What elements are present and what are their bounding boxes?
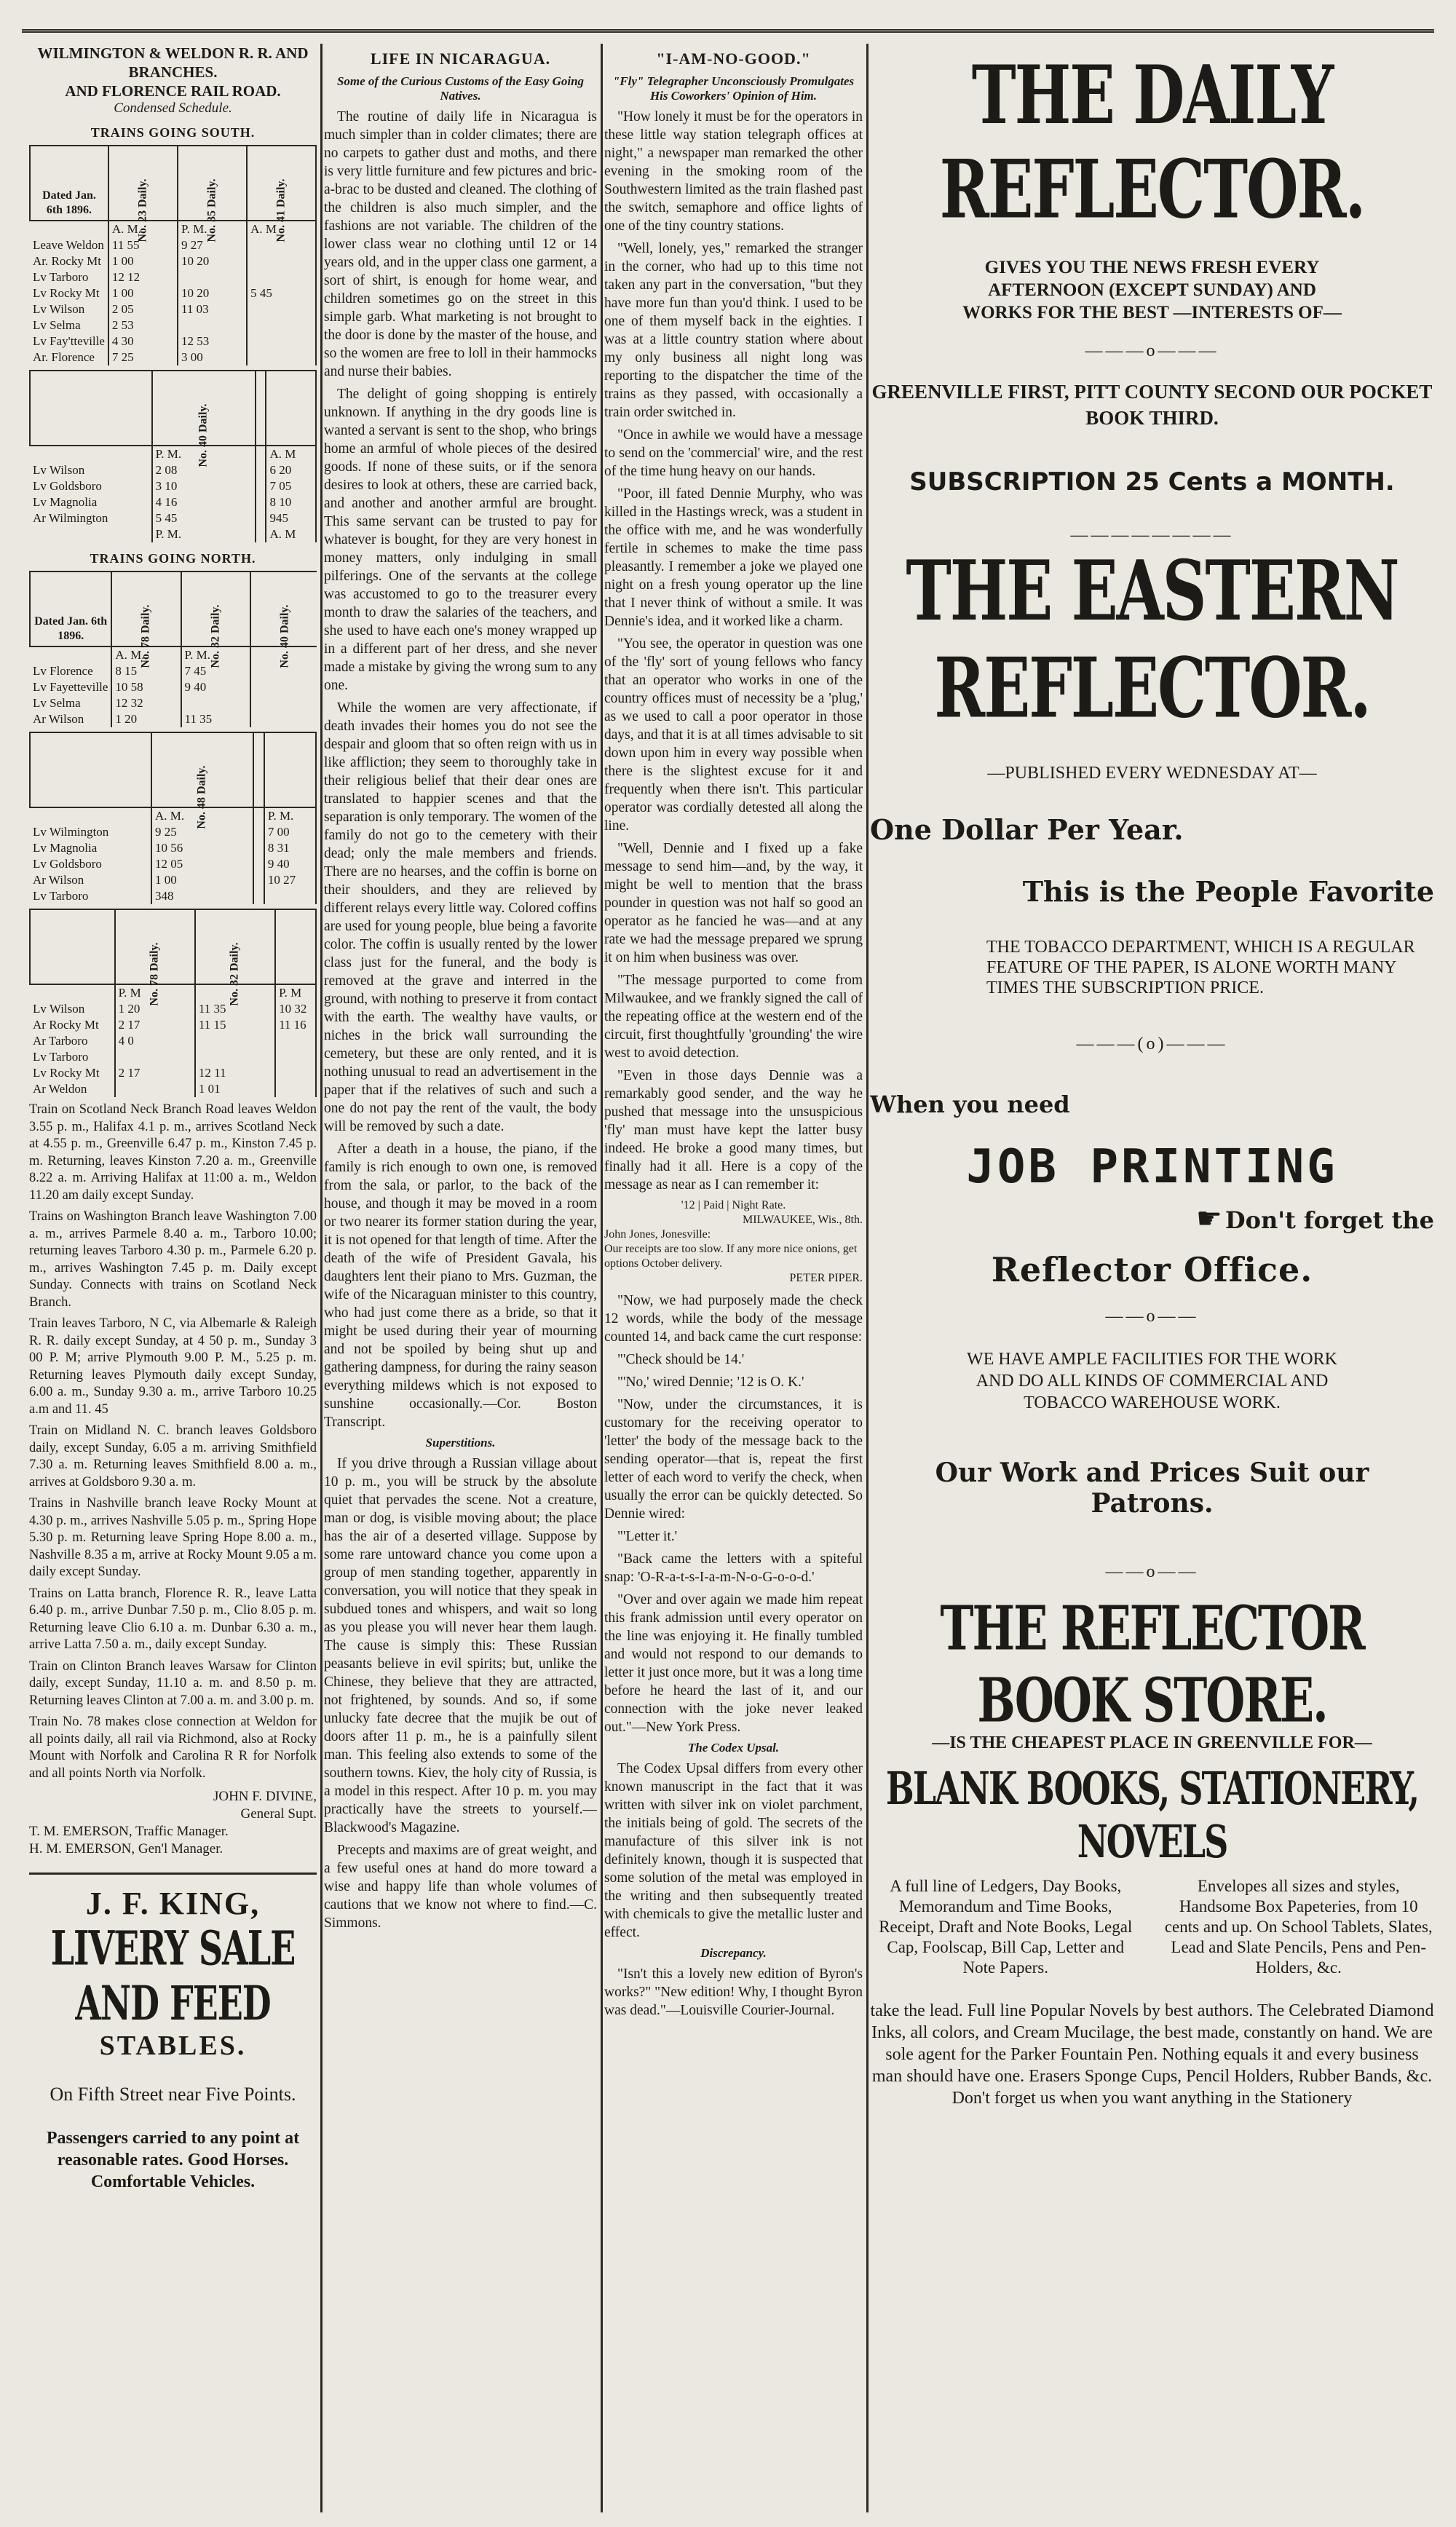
table-cell [30, 984, 115, 1001]
king-location: On Fifth Street near Five Points. [50, 2084, 296, 2105]
table-row [30, 856, 316, 872]
subscription: SUBSCRIPTION 25 Cents a MONTH. [909, 467, 1395, 497]
table-cell: A. M [247, 221, 316, 237]
table-cell: P. M. [264, 807, 316, 824]
king-stables: STABLES. [99, 2030, 247, 2061]
paragraph: "Well, Dennie and I fixed up a fake message to send him—and, by the way, it might be well to mention that the brass pounder in question was not half so good an operator as he fancied he was—and at any rate we had the message prepared we sprung it on him when business was over. [604, 841, 863, 965]
top-rule [22, 29, 1434, 33]
table-cell: 12 12 [108, 269, 178, 285]
igood-subtitle: "Fly" Telegrapher Unconsciously Promulgates His Coworkers' Opinion of Him. [612, 74, 855, 103]
table-cell: 1 00 [108, 253, 178, 269]
table-cell: Ar. Rocky Mt [30, 253, 108, 269]
table-cell [256, 446, 266, 462]
table-cell: 7 25 [108, 349, 178, 365]
table-cell: 9 25 [151, 824, 253, 840]
telegraph-column [604, 44, 863, 2512]
railroad-title: WILMINGTON & WELDON R. R. AND BRANCHES. [37, 44, 309, 81]
table-cell: 4 30 [108, 333, 178, 349]
table-row [30, 494, 316, 510]
telegram-place: MILWAUKEE, Wis., 8th. [743, 1214, 863, 1226]
table-row [30, 253, 316, 269]
superstitions-body [324, 1455, 597, 1932]
nicaragua-subtitle: Some of the Curious Customs of the Easy Going Natives. [336, 74, 585, 103]
table-cell [195, 1033, 275, 1049]
table-cell: 8 31 [264, 840, 316, 856]
table-row [30, 1033, 316, 1049]
table-row [30, 510, 316, 526]
timetable-column-header: No. 78 Daily. [115, 909, 195, 984]
table-cell: 2 05 [108, 301, 178, 317]
table-cell: Lv Goldsboro [30, 478, 152, 494]
table-cell: 1 00 [151, 872, 253, 888]
table-cell: 12 53 [178, 333, 247, 349]
table-cell: Lv Goldsboro [30, 856, 151, 872]
paragraph: After a death in a house, the piano, if the family is rich enough to own one, is removed from the sala, or parlor, to the back of the house, and though it may be moved in a room or two nearer its former station during the year, it is not opened for that length of time. After the death of the wife of President Gavala, his daughters lent their piano to Mrs. Guzman, the wife of the Nicaraguan minister to this country, who had just come there as a bride, so that it might be used during their year of mourning and not be spoiled by being shut up and gathering dampness, for during the rainy season everything mildews which is not exposed to sunshine occasionally.—Cor. Boston Transcript. [324, 1142, 597, 1430]
paragraph: Precepts and maxims are of great weight, and a few useful ones at hand do more toward a wise and happy life than whole volumes of cautions that we know not where to find.—C. Simmons. [324, 1843, 597, 1931]
table-cell [253, 872, 264, 888]
timetable-column-header: No. 48 Daily. [151, 732, 253, 807]
timetable-dated: Dated Jan. 6th 1896. [30, 146, 108, 221]
telegram-sig: PETER PIPER. [789, 1272, 863, 1284]
paragraph: "Once in awhile we would have a message to send on the 'commercial' wire, and the rest of the time hung heavy on our hands. [604, 427, 863, 479]
table-cell: 2 17 [115, 1065, 195, 1081]
paragraph: "Over and over again we made him repeat this frank admission until every operator on the line was enjoying it. He finally tumbled and would not respond to our demands to letter it just once more, but it was a long time before he heard the last of it, and our connection with the joke never leaked out."—New York Press. [604, 1592, 863, 1735]
paragraph: Train No. 78 makes close connection at Weldon for all points daily, all rail via Richmond, also at Rocky Mount with Norfolk and Carolina R R for Norfolk and all points North via Norfolk. [29, 1715, 317, 1781]
table-cell [256, 494, 266, 510]
table-cell [253, 888, 264, 904]
table-cell [30, 221, 108, 237]
table-row [30, 695, 317, 711]
table-cell: A. M [266, 526, 316, 542]
table-cell: 11 35 [181, 711, 250, 727]
paragraph: Train on Midland N. C. branch leaves Goldsboro daily, except Sunday, 6.05 a m. arriving Smithfield 7.30 a. m. Returning leaves Smithfield 8.00 a. m., arrives at Goldsboro 9.30 a. m. [29, 1423, 317, 1490]
table-cell [253, 807, 264, 824]
when-need: When you need [870, 1091, 1070, 1118]
table-cell: Lv Fay'tteville [30, 333, 108, 349]
bookstore-list-left: A full line of Ledgers, Day Books, Memorandum and Time Books, Receipt, Draft and Note Books, Legal Cap, Foolscap, Bill Cap, Letter and Note Papers. [879, 1877, 1133, 1977]
igood-title: "I-AM-NO-GOOD." [656, 50, 811, 68]
table-row [30, 269, 316, 285]
table-cell: Lv Rocky Mt [30, 1065, 115, 1081]
table-cell: A. M. [111, 646, 181, 663]
dont-forget: Don't forget the [1224, 1206, 1434, 1234]
timetable-column-header: No. 32 Daily. [195, 909, 275, 984]
table-cell [275, 1049, 316, 1065]
timetable-column-header: No. 41 Daily. [247, 146, 316, 221]
table-cell: 7 05 [266, 478, 316, 494]
table-cell: 11 55 [108, 237, 178, 253]
facilities: WE HAVE AMPLE FACILITIES FOR THE WORK AND DO ALL KINDS OF COMMERCIAL AND TOBACCO WAREHOUSE WORK. [967, 1350, 1337, 1412]
table-row [30, 1049, 316, 1065]
table-row [30, 237, 316, 253]
tobacco-note: THE TOBACCO DEPARTMENT, WHICH IS A REGULAR FEATURE OF THE PAPER, IS ALONE WORTH MANY TIMES THE SUBSCRIPTION PRICE. [986, 938, 1415, 997]
table-cell: Lv Florence [30, 663, 111, 679]
cheapest: —IS THE CHEAPEST PLACE IN GREENVILLE FOR— [932, 1733, 1372, 1752]
timetable-column-header: No. 40 Daily. [152, 371, 256, 446]
table-cell: Ar Wilmington [30, 510, 152, 526]
motto: GREENVILLE FIRST, PITT COUNTY SECOND OUR POCKET BOOK THIRD. [871, 381, 1433, 429]
column-rule [320, 44, 323, 2512]
nicaragua-body [324, 108, 597, 1431]
table-cell: A. M. [151, 807, 253, 824]
telegram-head: '12 | Paid | Night Rate. [681, 1199, 786, 1211]
table-cell: 2 17 [115, 1017, 195, 1033]
paragraph: Trains in Nashville branch leave Rocky Mount at 4.30 p. m., arrives Nashville 5.05 p. m., Spring Hope 5.30 p. m. Returning leave Spring Hope 8.00 a. m., Nashville 8.35 a m, arrive at Rocky Mount 9.05 a m. daily except Sunday. [29, 1496, 317, 1579]
table-cell [30, 446, 152, 462]
table-cell [247, 333, 316, 349]
paragraph: "Now, we had purposely made the check 12 words, while the body of the message counted 14, and back came the curt response: [604, 1293, 863, 1345]
paragraph: While the women are very affectionate, if death invades their homes you do not see the despair and gloom that so often reign with us in like affliction; they seem to thoroughly take in their religious belief that their dear ones are translated to happier scenes and that the separation is only temporary. The women of the family do not go to the cemetery with their dead; only the male members and friends. There are no hearses, and the coffin is borne on their shoulders, and they are relieved by different relays every little way. Colored coffins are used for young people, blue being a favorite color. The coffin is usually rented by the lower class just for the funeral, and the body is removed at the grave and interred in the ground, with nothing to preserve it from contact with the earth. The wealthy have vaults, or niches in the brick wall surrounding the cemetery, but these are only rented, and it is nothing unusual to read an advertisement in the paper that if the relatives of such and such a one do not pay the rent of the vault, the body will be removed by such a date. [324, 700, 597, 1134]
table-cell: Leave Weldon [30, 237, 108, 253]
timetable-column-header: No. 40 Daily. [250, 572, 317, 646]
table-cell: 12 05 [151, 856, 253, 872]
table-cell: 11 35 [195, 1001, 275, 1017]
table-cell: 11 15 [195, 1017, 275, 1033]
bookstore-title: THE REFLECTOR BOOK STORE. [940, 1592, 1364, 1736]
table-row [30, 663, 317, 679]
table-row [30, 1017, 316, 1033]
table-cell [250, 695, 317, 711]
north-timetable [29, 571, 317, 727]
divider: ———————— [1070, 526, 1234, 545]
table-row [30, 285, 316, 301]
timetable-column-header [256, 371, 266, 446]
table-cell [115, 1049, 195, 1065]
table-cell: 5 45 [247, 285, 316, 301]
king-tagline: LIVERY SALE AND FEED [50, 1921, 296, 2031]
table-cell: 10 56 [151, 840, 253, 856]
reflector-column [870, 44, 1434, 2512]
table-row [30, 446, 316, 462]
pointing-hand-icon: ☛ [1196, 1202, 1222, 1235]
king-ad [29, 1872, 317, 2193]
table-cell [115, 1081, 195, 1097]
paragraph: Trains on Latta branch, Florence R. R., leave Latta 6.40 p. m., arrive Dunbar 7.50 p. m., Clio 8.05 p. m. Returning leave Clio 6.10 a. m. Dunbar 6.30 a. m., arrive Latta 7.50 a. m., daily except Sunday. [29, 1586, 317, 1652]
paragraph: "'Letter it.' [617, 1529, 678, 1544]
table-row [30, 711, 317, 727]
paragraph: Train leaves Tarboro, N C, via Albemarle & Raleigh R. R. daily except Sunday, at 4 50 p. m., Sunday 3 00 P. M; arrive Plymouth 9.00 P. M., 5.25 p. m. Returning leaves Plymouth daily except Sunday, 6.00 a. m., Sunday 9.30 a. m., arrive Tarboro 10.25 a.m and 11. 45 [29, 1316, 317, 1417]
codex-text: The Codex Upsal differs from every other known manuscript in the fact that it was written with silver ink on violet parchment, the initials being of gold. The secrets of the manufacture of this silver ink is not definitely known, though it is suspected that some solution of the metal was employed in the writing and then subsequently treated with chemicals to give the metallic luster and effect. [604, 1761, 863, 1940]
table-cell [253, 824, 264, 840]
table-cell: 7 45 [181, 663, 250, 679]
table-cell [247, 269, 316, 285]
discrepancy-title: Discrepancy. [700, 1946, 767, 1960]
table-cell: Lv Tarboro [30, 888, 151, 904]
timetable-column-header: No. 32 Daily. [181, 572, 250, 646]
table-cell: 9 40 [181, 679, 250, 695]
paragraph: "The message purported to come from Milwaukee, and we frankly signed the call of the repeating office at the western end of the circuit, first thoughtfully 'grounding' the wire west to avoid detection. [604, 973, 863, 1061]
table-cell [30, 807, 151, 824]
table-cell: Ar Rocky Mt [30, 1017, 115, 1033]
table-cell: 12 32 [111, 695, 181, 711]
table-cell: 1 20 [115, 1001, 195, 1017]
table-row [30, 333, 316, 349]
table-cell [256, 526, 266, 542]
divider: ——o—— [1105, 1307, 1199, 1326]
daily-reflector-title: THE DAILY REFLECTOR. [939, 48, 1365, 237]
table-cell: Lv Selma [30, 695, 111, 711]
paragraph: "How lonely it must be for the operators in these little way station telegraph offices at night," a newspaper man remarked the other evening in the smoking room of the Southwestern limited as the train flashed past the switch, semaphore and office lights of one of the tiny country stations. [604, 109, 863, 234]
published: —PUBLISHED EVERY WEDNESDAY AT— [987, 764, 1317, 783]
divider: ———o——— [1085, 341, 1219, 360]
table-row [30, 1081, 316, 1097]
paragraph: "Well, lonely, yes," remarked the stranger in the corner, who had up to this time not taken any part in the conversation, "but they have more fun than you'd think. I used to be one of them myself back in the eighties. I was at a little country station where about my only business all night long was reporting to the dispatcher the time of the trains as they passed, with occasionally a train order switched in. [604, 241, 863, 420]
telegram-body: Our receipts are too slow. If any more nice onions, get options October delivery. [604, 1243, 858, 1270]
table-cell: 5 45 [152, 510, 256, 526]
table-cell: 10 58 [111, 679, 181, 695]
table-cell [247, 317, 316, 333]
table-cell: 348 [151, 888, 253, 904]
igood-body [604, 108, 863, 1194]
table-cell: 6 20 [266, 462, 316, 478]
codex-title: The Codex Upsal. [687, 1741, 780, 1755]
table-cell: Lv Wilson [30, 462, 152, 478]
table-cell [264, 888, 316, 904]
table-cell: 4 0 [115, 1033, 195, 1049]
nicaragua-title: LIFE IN NICARAGUA. [370, 50, 551, 68]
favorite: This is the People Favorite [1022, 875, 1434, 908]
table-cell: 8 15 [111, 663, 181, 679]
timetable-column-header [253, 732, 264, 807]
table-cell: 3 00 [178, 349, 247, 365]
table-cell: Lv Tarboro [30, 269, 108, 285]
table-cell: 8 10 [266, 494, 316, 510]
reflector-office: Reflector Office. [991, 1250, 1313, 1289]
table-row [30, 478, 316, 494]
blank-books: BLANK BOOKS, STATIONERY, NOVELS [885, 1762, 1419, 1868]
table-cell: Ar Weldon [30, 1081, 115, 1097]
table-cell: Lv Wilson [30, 301, 108, 317]
table-cell: Lv Selma [30, 317, 108, 333]
table-cell [256, 510, 266, 526]
table-cell: A. M [266, 446, 316, 462]
timetable-dated [30, 371, 152, 446]
table-cell: Ar. Florence [30, 349, 108, 365]
north2-timetable [29, 732, 317, 904]
bookstore-list [870, 1876, 1434, 1978]
bookstore-closing: take the lead. Full line Popular Novels by best authors. The Celebrated Diamond Inks, all colors, and Cream Mucilage, the best made, constantly on hand. We are sole agent for the Parker Fountain Pen. Nothing equals it and every business man should have one. Erasers Sponge Cups, Pencil Holders, Rubber Bands, &c. Don't forget us when you want anything in the Stationery [870, 2001, 1434, 2108]
table-cell: P. M. [152, 526, 256, 542]
paragraph: The delight of going shopping is entirely unknown. If anything in the dry goods line is wanted a servant is sent to the shop, who brings home an armful of whole pieces of the desired goods. If none of these suits, or if the senora desires to look at others, these are carried back, and another and another armful are brought. This same servant can be trusted to pay for whatever is bought, for they are very honest in money matters, only indulging in small pilferings. One of the servants at the college was accustomed to go to the treasurer every month to draw the salaries of the teachers, and she used to have each one's money wrapped up in a different part of her dress, and she never made a mistake by giving the wrong sum to any one. [324, 387, 597, 693]
king-footer: Passengers carried to any point at reasonable rates. Good Horses. Comfortable Vehicles. [46, 2129, 300, 2191]
paragraph: Train on Clinton Branch leaves Warsaw for Clinton daily, except Sunday, 11.10 a. m. and 8.50 p. m. Returning leaves Clinton at 7.00 a. m. and 3.00 p. m. [29, 1658, 317, 1708]
paragraph: "Poor, ill fated Dennie Murphy, who was killed in the Hastings wreck, was a student in the office with me, and he was wonderfully fertile in schemes to make the time pass pleasantly. I remember a joke we played one night on a fresh young operator up the line that I never think of without a smile. It was Dennie's idea, and it worked like a charm. [604, 486, 863, 629]
table-cell: 7 00 [264, 824, 316, 840]
table-cell [256, 462, 266, 478]
signature-traffic: T. M. EMERSON, Traffic Manager. [29, 1824, 229, 1839]
signature-title: General Supt. [240, 1806, 317, 1822]
table-row [30, 1001, 316, 1017]
bookstore-list-right: Envelopes all sizes and styles, Handsome Box Papeteries, from 10 cents and up. On School Tablets, Slates, Lead and Slate Pencils, Pens and Pen-Holders, &c. [1164, 1877, 1433, 1977]
table-cell: 9 40 [264, 856, 316, 872]
table-cell: 10 32 [275, 1001, 316, 1017]
paragraph: "You see, the operator in question was one of the 'fly' sort of young fellows who fancy that an operator who works in one of the country offices must of necessity be a 'plug,' as we used to call a poor operator in those days, and that it is at all times advisable to sit down upon him in every way possible when there is the slightest excuse for it and frequently when there isn't. This particular operator was cordially detested all along the line. [604, 636, 863, 834]
table-cell: Lv Wilson [30, 1001, 115, 1017]
table-cell: 1 00 [108, 285, 178, 301]
table-cell: 10 20 [178, 285, 247, 301]
table-cell: 4 16 [152, 494, 256, 510]
table-cell: Lv Magnolia [30, 840, 151, 856]
table-row [30, 984, 316, 1001]
signature-block [29, 1788, 317, 1858]
paragraph: If you drive through a Russian village about 10 p. m., you will be struck by the absolute quiet that pervades the scene. Not a creature, man or dog, is visible moving about; the place has the air of a deserted village. Suppose by some rare untoward chance you come upon a group of men standing together, apparently in conversation, you will notice that they speak in subdued tones and whispers, and wait so long as you please you will never hear them laugh. The cause is simply this: These Russian peasants believe in evil spirits; but, unlike the Chinese, they believe that they are attracted, not frightened, by sounds. And so, if some unlucky fate decree that the mujik be out of doors after 11 p. m., he is a painfully silent man. This feeling also extends to some of the southern towns. Kiev, the holy city of Russia, is a model in this respect. After 10 p. m. you may practically have the streets to yourself.—Blackwood's Magazine. [324, 1456, 597, 1835]
timetable-column-header: No. 35 Daily. [178, 146, 247, 221]
table-cell [178, 317, 247, 333]
divider: ——o—— [1105, 1562, 1199, 1581]
table-row [30, 301, 316, 317]
divider: ———(o)——— [1076, 1035, 1228, 1053]
table-cell [275, 1065, 316, 1081]
table-cell [256, 478, 266, 494]
superstitions-title: Superstitions. [425, 1436, 496, 1450]
timetable-dated [30, 732, 151, 807]
timetable-column-header [275, 909, 316, 984]
table-cell: P. M [275, 984, 316, 1001]
signature-manager: H. M. EMERSON, Gen'l Manager. [29, 1841, 223, 1856]
table-cell: Lv Fayetteville [30, 679, 111, 695]
north3-timetable [29, 909, 317, 1097]
south-timetable [29, 145, 317, 365]
table-cell: 9 27 [178, 237, 247, 253]
table-cell: Ar Wilson [30, 711, 111, 727]
table-cell [247, 301, 316, 317]
table-cell: Ar Wilson [30, 872, 151, 888]
north-header: TRAINS GOING NORTH. [90, 551, 256, 566]
table-cell [247, 253, 316, 269]
south-header: TRAINS GOING SOUTH. [90, 125, 256, 140]
column-rule [866, 44, 869, 2512]
table-row [30, 317, 316, 333]
timetable-dated [30, 909, 115, 984]
table-cell [250, 711, 317, 727]
telegram [604, 1198, 863, 1286]
table-cell [178, 269, 247, 285]
signature-name: JOHN F. DIVINE, [213, 1789, 317, 1804]
table-cell: 11 16 [275, 1017, 316, 1033]
igood-body-2 [604, 1292, 863, 1736]
table-cell: 11 03 [178, 301, 247, 317]
telegram-to: John Jones, Jonesville: [604, 1228, 711, 1241]
table-cell: A. M. [108, 221, 178, 237]
table-cell [275, 1081, 316, 1097]
south2-timetable [29, 370, 317, 542]
table-cell [30, 646, 111, 663]
railroad-condensed: Condensed Schedule. [114, 100, 232, 116]
table-row [30, 888, 316, 904]
table-cell [250, 679, 317, 695]
table-cell: Lv Tarboro [30, 1049, 115, 1065]
table-cell: 1 20 [111, 711, 181, 727]
timetable-column-header [266, 371, 316, 446]
table-cell: Lv Rocky Mt [30, 285, 108, 301]
table-cell: 2 53 [108, 317, 178, 333]
nicaragua-column [324, 44, 597, 2512]
timetable-column-header [264, 732, 316, 807]
table-cell: 1 01 [195, 1081, 275, 1097]
table-row [30, 646, 317, 663]
table-cell: 12 11 [195, 1065, 275, 1081]
table-cell: 10 27 [264, 872, 316, 888]
table-cell: Lv Magnolia [30, 494, 152, 510]
table-row [30, 526, 316, 542]
paragraph: "'No,' wired Dennie; '12 is O. K.' [617, 1375, 804, 1390]
table-cell: Ar Tarboro [30, 1033, 115, 1049]
table-cell [247, 349, 316, 365]
table-row [30, 349, 316, 365]
timetable-column-header: No. 23 Daily. [108, 146, 178, 221]
table-cell: Lv Wilmington [30, 824, 151, 840]
price: One Dollar Per Year. [870, 813, 1184, 846]
eastern-reflector-title: THE EASTERN REFLECTOR. [906, 542, 1398, 737]
table-cell: 10 20 [178, 253, 247, 269]
column-rule [601, 44, 603, 2512]
table-cell: 3 10 [152, 478, 256, 494]
railroad-subtitle: AND FLORENCE RAIL ROAD. [65, 82, 281, 100]
table-row [30, 840, 316, 856]
table-cell: 2 08 [152, 462, 256, 478]
table-row [30, 872, 316, 888]
table-row [30, 221, 316, 237]
paragraph: The routine of daily life in Nicaragua is much simpler than in colder climates; there are no carpets to gather dust and moths, and there is very little furniture and few pictures and bric-a-brac to be dusted and cleaned. The clothing of the children is also much simpler, and the fashions are not variable. The children of the lower class wear no clothing until 12 or 14 years old, and in the upper class one garment, a sort of shirt, is enough for home wear, and children sometimes go on the street in this simple garb. What marketing is not brought to the door is done by the master of the house, and so the women are free to loll in their hammocks and nurse their babies. [324, 109, 597, 379]
timetable-column-header: No. 78 Daily. [111, 572, 181, 646]
discrepancy-text: "Isn't this a lovely new edition of Byron's works?" "New edition! Why, I thought Byron was dead."—Louisville Courier-Journal. [604, 1966, 863, 2018]
paragraph: "Even in those days Dennie was a remarkably good sender, and the way he pushed that message into the unsuspicious 'fly' man must have kept the latter busy indeed. He broke a good many times, but finally had it all. Here is a copy of the message as near as I can remember it: [604, 1068, 863, 1193]
railroad-column [29, 44, 317, 2512]
table-row [30, 679, 317, 695]
table-row [30, 824, 316, 840]
table-cell [181, 695, 250, 711]
prices: Our Work and Prices Suit our Patrons. [935, 1458, 1369, 1519]
job-printing: JOB PRINTING [966, 1140, 1338, 1194]
paragraph: "Back came the letters with a spiteful snap: 'O-R-a-t-s-I-a-m-N-o-G-o-o-d.' [604, 1551, 863, 1585]
paragraph: "'Check should be 14.' [617, 1352, 745, 1367]
table-cell: P. M [115, 984, 195, 1001]
railroad-notes [29, 1102, 317, 1782]
table-cell [253, 840, 264, 856]
table-cell: P. M. [178, 221, 247, 237]
table-row [30, 1065, 316, 1081]
table-cell: P. M. [181, 646, 250, 663]
table-cell [275, 1033, 316, 1049]
table-cell [195, 1049, 275, 1065]
king-name: J. F. KING, [85, 1886, 261, 1921]
table-row [30, 807, 316, 824]
dont-forget-line [870, 1201, 1434, 1235]
table-cell: 945 [266, 510, 316, 526]
table-row [30, 462, 316, 478]
paragraph: Train on Scotland Neck Branch Road leaves Weldon 3.55 p. m., Halifax 4.1 p. m., arrives Scotland Neck at 4.55 p. m., Greenville 6.47 p. m., Kinston 7.45 p. m. Returning, leaves Kinston 7.20 a. m., Greenville 8.22 a. m. Arriving Halifax at 11:00 a. m., Weldon 11.20 am daily except Sunday. [29, 1102, 317, 1203]
table-cell [253, 856, 264, 872]
paragraph: "Now, under the circumstances, it is customary for the receiving operator to 'letter' the body of the message back to the sending operator—that is, repeat the first letter of each word to verify the check, when usually the error can be quickly detected. So Dennie wired: [604, 1397, 863, 1522]
paragraph: Trains on Washington Branch leave Washington 7.00 a. m., arrives Parmele 8.40 a. m., Tarboro 10.00; returning leaves Tarboro 4.30 p. m., Parmele 6.20 p. m., arrives Washington 7.45 p. m. Daily except Sunday. Connects with trains on Scotland Neck Branch. [29, 1209, 317, 1310]
table-cell: P. M. [152, 446, 256, 462]
daily-blurb: GIVES YOU THE NEWS FRESH EVERY AFTERNOON (EXCEPT SUNDAY) AND WORKS FOR THE BEST —INTERESTS OF— [962, 258, 1342, 323]
timetable-dated: Dated Jan. 6th 1896. [30, 572, 111, 646]
table-cell [30, 526, 152, 542]
